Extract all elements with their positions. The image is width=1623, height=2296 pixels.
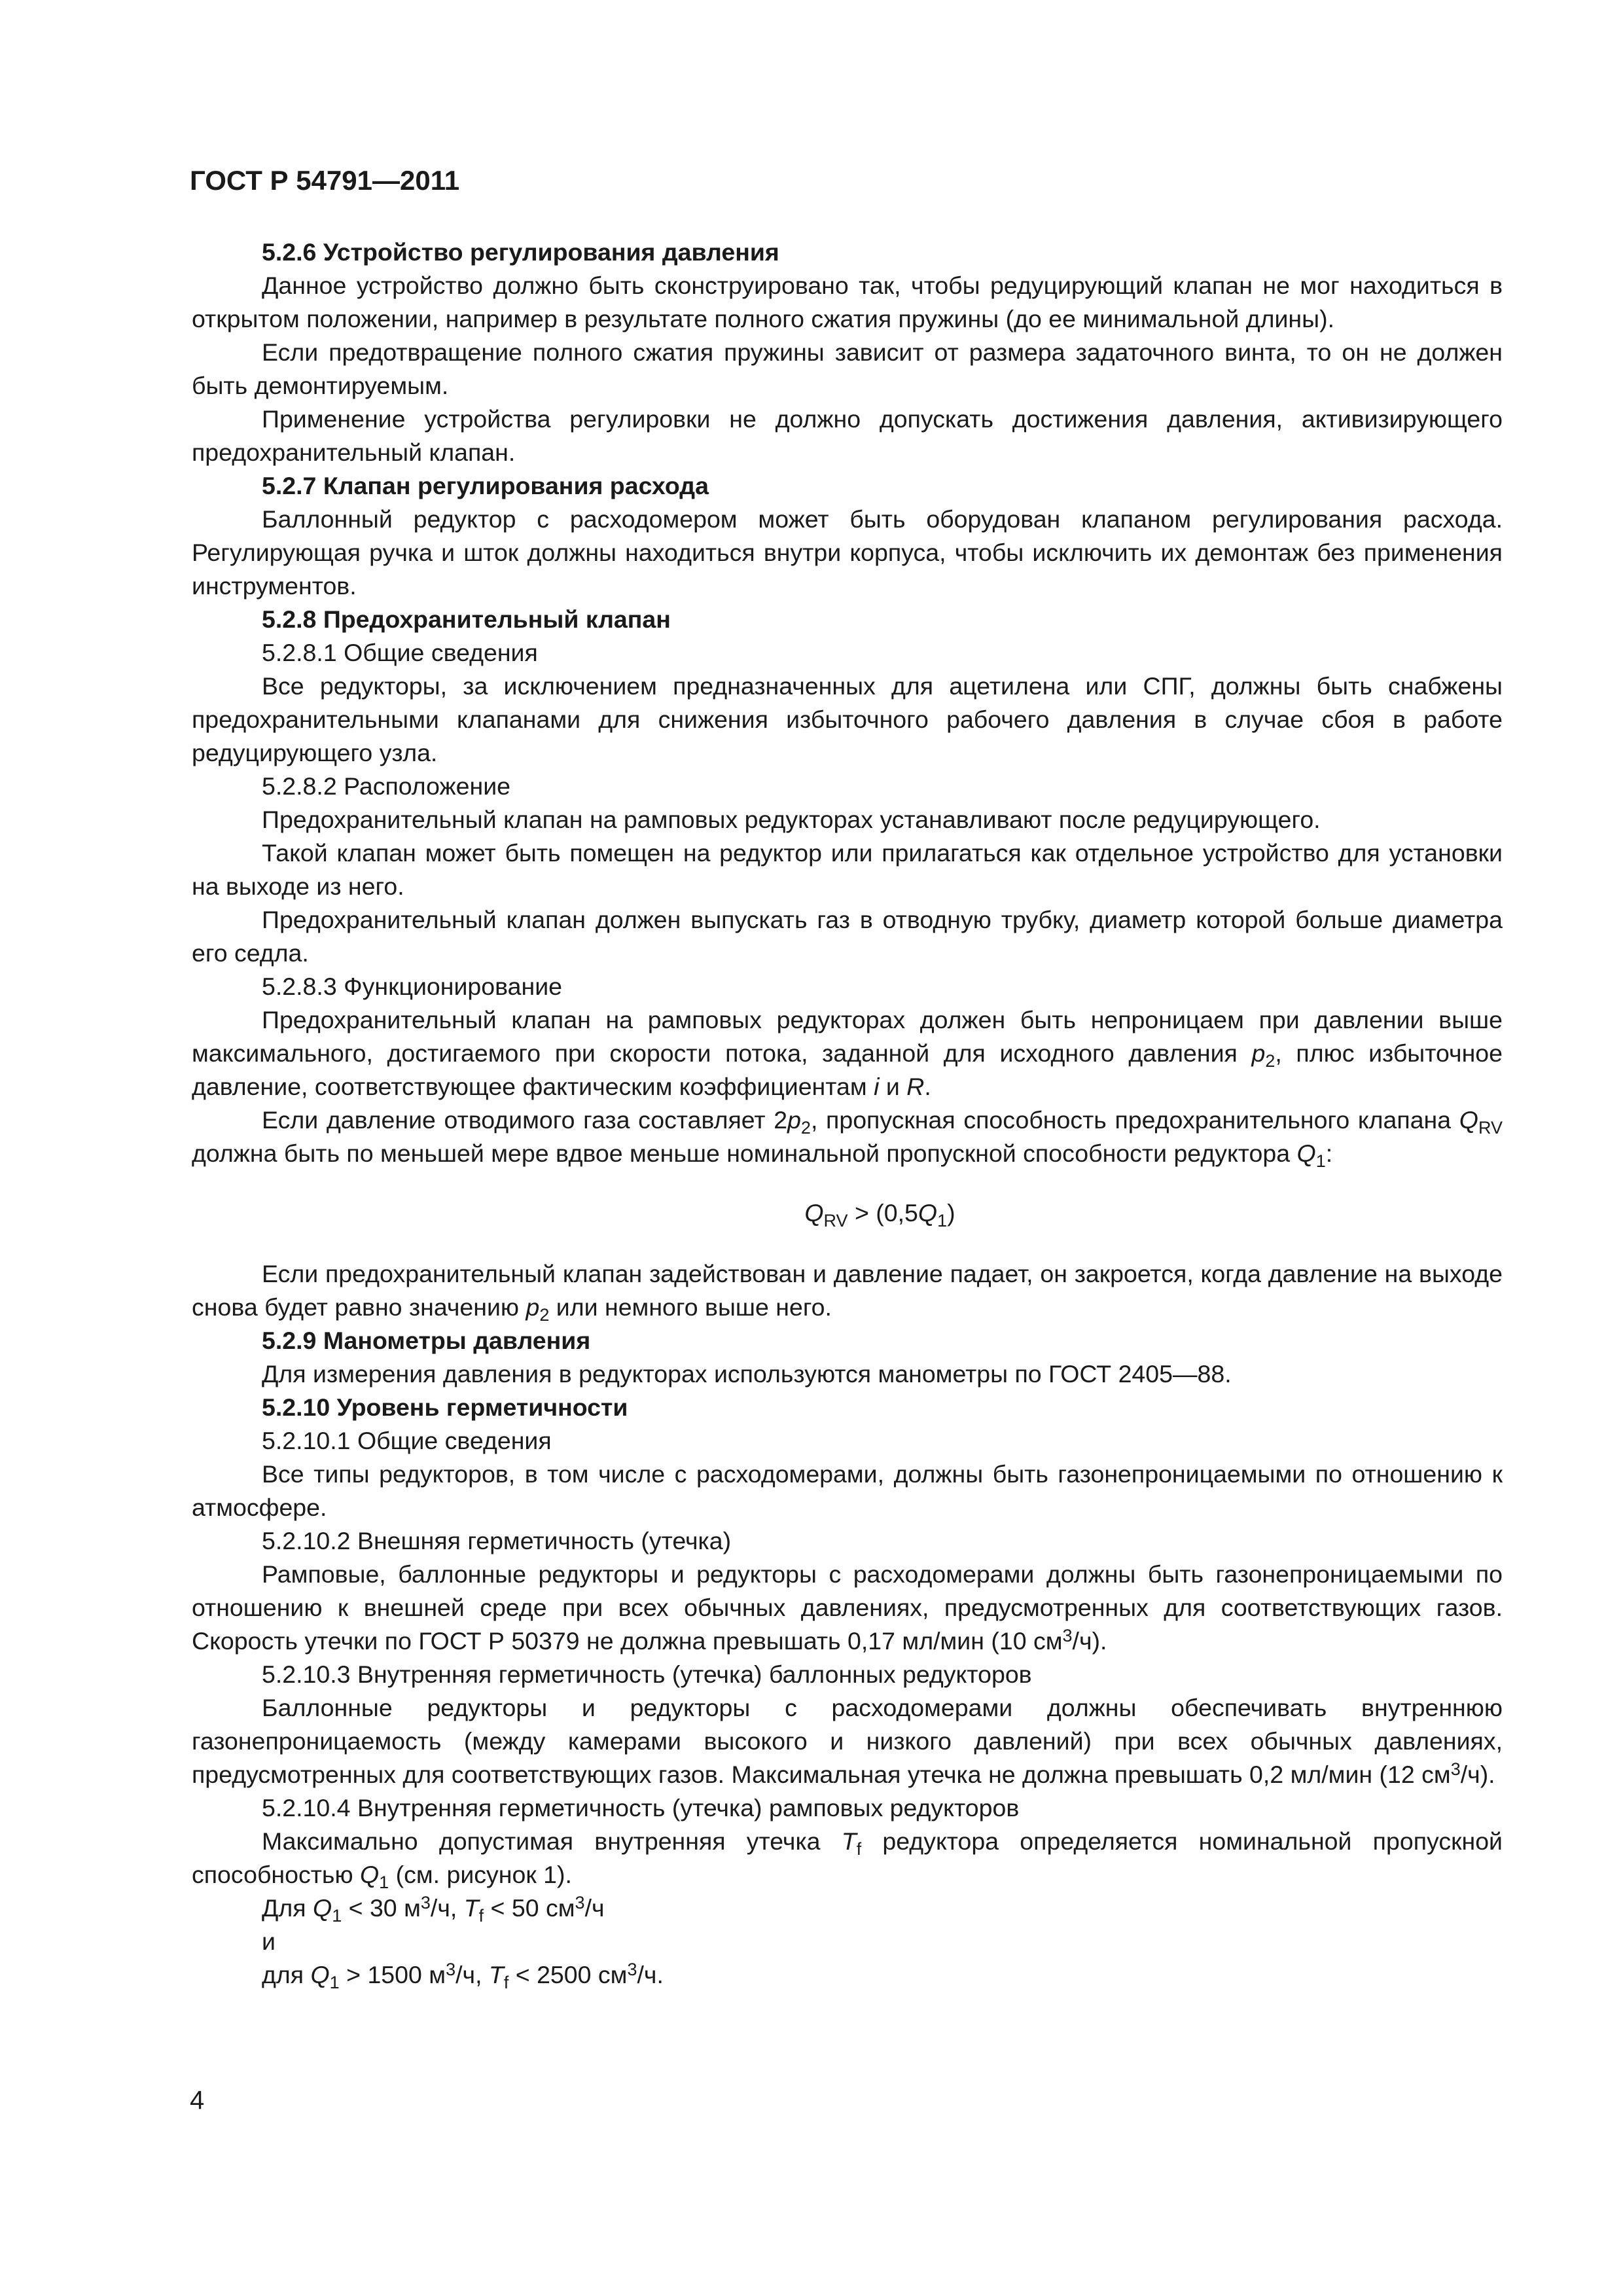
symbol-Q: Q: [310, 1961, 330, 1988]
text-run: /ч: [584, 1894, 605, 1922]
symbol-Q: Q: [918, 1199, 938, 1227]
condition-conjunction: и: [262, 1928, 276, 1955]
paragraph: Для измерения давления в редукторах используются манометры по ГОСТ 2405—88.: [262, 1360, 1232, 1388]
superscript: 3: [575, 1892, 585, 1912]
section-heading-5-2-6: 5.2.6 Устройство регулирования давления: [262, 238, 779, 266]
subsection-title: 5.2.10.1 Общие сведения: [262, 1427, 552, 1454]
text-run: редуктора определяется номинальной пропускной способностью: [192, 1827, 1503, 1888]
paragraph: Все редукторы, за исключением предназначенных для ацетилена или СПГ, должны быть снабжены предохранительными клапанами для снижения избыточного рабочего давления в случае сбоя в работе редуцирующего узла.: [192, 672, 1503, 766]
superscript: 3: [446, 1959, 456, 1979]
paragraph: Такой клапан может быть помещен на редуктор или прилагаться как отдельное устройство для установки на выходе из него.: [192, 839, 1503, 900]
text-run: .: [924, 1073, 931, 1100]
formula-text: ): [947, 1199, 955, 1227]
text-run: Если предохранительный клапан задействован и давление падает, он закроется, когда давление на выходе снова будет равно значению: [192, 1260, 1503, 1321]
paragraph-internal-leak-ramp: [192, 1825, 1503, 1892]
paragraph: Применение устройства регулировки не должно допускать достижения давления, активизирующего предохранительный клапан.: [192, 405, 1503, 466]
text-run: , пропускная способность предохранительного клапана: [810, 1106, 1459, 1134]
symbol-Q: Q: [1459, 1106, 1478, 1134]
text-run: /ч.: [637, 1961, 664, 1988]
symbol-Q: Q: [360, 1861, 380, 1888]
symbol-i: i: [874, 1073, 880, 1100]
formula: [192, 1196, 1503, 1230]
superscript: 3: [627, 1959, 637, 1979]
section-heading-5-2-10: 5.2.10 Уровень герметичности: [262, 1393, 628, 1421]
document-body: [192, 236, 1503, 1992]
formula-text: > (0,5: [847, 1199, 918, 1227]
text-run: /ч,: [455, 1961, 489, 1988]
subscript: 2: [800, 1118, 811, 1138]
paragraph-functioning: [192, 1003, 1503, 1103]
superscript: 3: [1450, 1759, 1461, 1779]
symbol-p: p: [526, 1293, 540, 1321]
section-heading-5-2-8: 5.2.8 Предохранительный клапан: [262, 605, 671, 633]
text-run: Баллонные редукторы и редукторы с расходомерами должны обеспечивать внутреннюю газонепроницаемость (между камерами высокого и низкого давлений) при всех обычных давлениях, предусмотренных для соответствующих газов. Максимальная утечка не должна превышать 0,2 мл/мин (12 см: [192, 1694, 1503, 1788]
subscript: 2: [1265, 1051, 1275, 1071]
text-run: :: [1325, 1139, 1333, 1167]
text-run: /ч).: [1072, 1627, 1107, 1655]
paragraph-relief-capacity: [192, 1103, 1503, 1170]
superscript: 3: [1062, 1625, 1073, 1645]
symbol-T: T: [488, 1961, 504, 1988]
subsection-title: 5.2.8.1 Общие сведения: [262, 639, 538, 666]
subsection-title: 5.2.10.2 Внешняя герметичность (утечка): [262, 1527, 732, 1554]
subscript: 1: [1315, 1151, 1326, 1172]
text-run: Максимально допустимая внутренняя утечка: [262, 1827, 842, 1855]
page-number: 4: [190, 2086, 205, 2115]
text-run: Если давление отводимого газа составляет 2: [262, 1106, 788, 1134]
subsection-title: 5.2.10.3 Внутренняя герметичность (утечка) баллонных редукторов: [262, 1660, 1032, 1688]
paragraph: Все типы редукторов, в том числе с расходомерами, должны быть газонепроницаемыми по отношению к атмосфере.: [192, 1460, 1503, 1521]
symbol-T: T: [841, 1827, 857, 1855]
subscript: RV: [1478, 1118, 1503, 1138]
subscript: f: [503, 1973, 509, 1993]
text-run: Предохранительный клапан на рамповых редукторах должен быть непроницаем при давлении выше максимального, достигаемого при скорости потока, заданной для исходного давления: [192, 1006, 1503, 1067]
subsection-title: 5.2.8.3 Функционирование: [262, 973, 562, 1000]
symbol-Q: Q: [313, 1894, 332, 1922]
text-run: (см. рисунок 1).: [389, 1861, 572, 1888]
subscript: f: [478, 1906, 484, 1926]
paragraph: Данное устройство должно быть сконструировано так, чтобы редуцирующий клапан не мог находиться в открытом положении, например в результате полного сжатия пружины (до ее минимальной длины).: [192, 272, 1503, 332]
subscript: 1: [379, 1873, 389, 1893]
symbol-T: T: [463, 1894, 479, 1922]
text-run: или немного выше него.: [549, 1293, 832, 1321]
subscript: 1: [937, 1211, 948, 1231]
text-run: < 50 см: [484, 1894, 575, 1922]
text-run: > 1500 м: [339, 1961, 446, 1988]
text-run: Рамповые, баллонные редукторы и редукторы с расходомерами должны быть газонепроницаемыми по отношению к внешней среде при всех обычных давлениях, предусмотренных для соответствующих газов. Скорость утечки по ГОСТ Р 50379 не должна превышать 0,17 мл/мин (10 см: [192, 1560, 1503, 1655]
subscript: RV: [823, 1211, 848, 1231]
subscript: 1: [329, 1973, 340, 1993]
superscript: 3: [420, 1892, 431, 1912]
text-run: , плюс избыточное давление, соответствующее фактическим коэффициентам: [192, 1039, 1503, 1100]
symbol-R: R: [906, 1073, 925, 1100]
paragraph: Предохранительный клапан на рамповых редукторах устанавливают после редуцирующего.: [262, 806, 1321, 833]
paragraph-internal-leak-cylinder: [192, 1691, 1503, 1791]
subscript: f: [856, 1839, 862, 1859]
text-run: < 30 м: [342, 1894, 421, 1922]
text-run: и: [879, 1073, 907, 1100]
document-code-header: ГОСТ Р 54791—2011: [190, 165, 460, 196]
paragraph: Баллонный редуктор с расходомером может быть оборудован клапаном регулирования расхода. Регулирующая ручка и шток должны находиться внутри корпуса, чтобы исключить их демонтаж без применения инструментов.: [192, 505, 1503, 600]
symbol-Q: Q: [1296, 1139, 1316, 1167]
condition-line-high: [192, 1958, 1503, 1992]
section-heading-5-2-9: 5.2.9 Манометры давления: [262, 1327, 591, 1354]
text-run: Для: [262, 1894, 313, 1922]
subsection-title: 5.2.8.2 Расположение: [262, 772, 510, 800]
subsection-title: 5.2.10.4 Внутренняя герметичность (утечка) рамповых редукторов: [262, 1794, 1020, 1821]
symbol-Q: Q: [804, 1199, 824, 1227]
text-run: < 2500 см: [508, 1961, 628, 1988]
paragraph: Если предотвращение полного сжатия пружины зависит от размера задаточного винта, то он не должен быть демонтируемым.: [192, 338, 1503, 399]
text-run: /ч,: [430, 1894, 464, 1922]
subscript: 2: [539, 1305, 550, 1325]
subscript: 1: [332, 1906, 342, 1926]
paragraph-relief-closing: [192, 1257, 1503, 1324]
text-run: для: [262, 1961, 311, 1988]
paragraph-external-leak: [192, 1558, 1503, 1658]
paragraph: Предохранительный клапан должен выпускать газ в отводную трубку, диаметр которой больше диаметра его седла.: [192, 906, 1503, 967]
section-heading-5-2-7: 5.2.7 Клапан регулирования расхода: [262, 472, 709, 499]
condition-line-low: [192, 1892, 1503, 1925]
text-run: /ч).: [1460, 1761, 1495, 1788]
symbol-p: p: [1251, 1039, 1266, 1067]
text-run: должна быть по меньшей мере вдвое меньше номинальной пропускной способности редуктора: [192, 1139, 1297, 1167]
symbol-p: p: [787, 1106, 801, 1134]
